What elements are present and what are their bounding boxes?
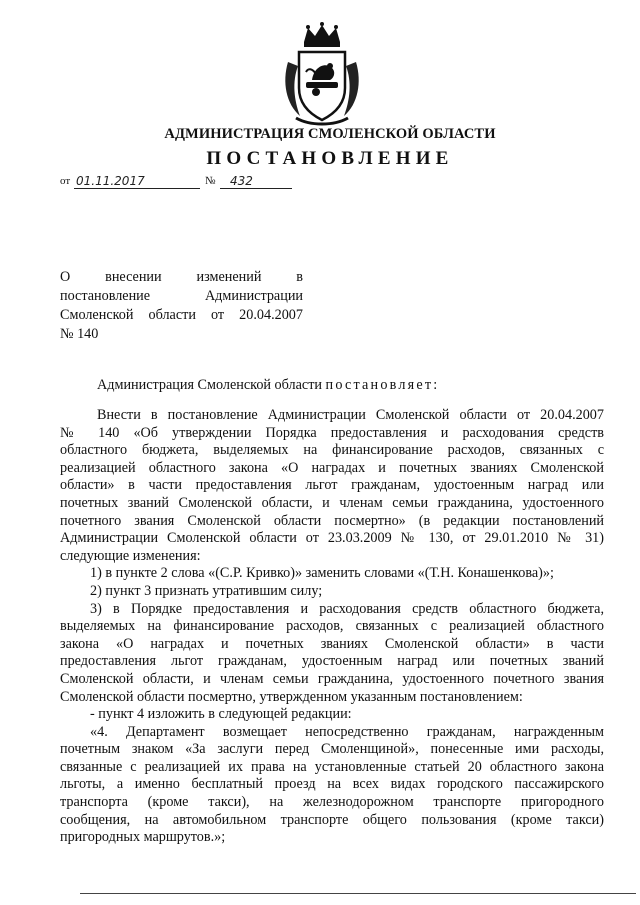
body-line: почетных званий Смоленской области, и членам семьи гражданина, удостоенного <box>60 494 604 511</box>
preamble-text: Администрация Смоленской области <box>97 377 326 393</box>
body-line: Администрации Смоленской области от 23.03.2009 № 130, от 29.01.2010 № 31) <box>60 530 604 547</box>
body-line: пригородных маршрутов.»; <box>60 829 226 846</box>
body-line: закона «О наградах и почетных званиях Смоленской области» в части <box>60 635 604 652</box>
preamble-decree-word: постановляет: <box>325 377 440 393</box>
coat-of-arms-icon <box>282 22 362 126</box>
date-label: от <box>60 175 71 187</box>
preamble <box>97 377 439 394</box>
body-line: транспорта (кроме такси), на железнодорожном транспорте пригородного <box>60 794 604 811</box>
body-line: области» в части предоставления льгот гражданам, удостоенным наград или <box>60 477 604 494</box>
administration-title: АДМИНИСТРАЦИЯ СМОЛЕНСКОЙ ОБЛАСТИ <box>164 126 496 142</box>
body-line: сообщения, на автомобильном транспорте общего пользования (кроме такси) <box>60 811 604 828</box>
body-line: почетным знаком «За заслуги перед Смоленщиной», понесенные ими расходы, <box>60 741 604 758</box>
body-line: Внести в постановление Администрации Смоленской области от 20.04.2007 <box>97 407 604 423</box>
document-type-title: ПОСТАНОВЛЕНИЕ <box>206 148 454 169</box>
number-handwritten: 432 <box>230 174 253 188</box>
body-line: следующие изменения: <box>60 547 201 564</box>
body-line: 2) пункт 3 признать утратившим силу; <box>90 582 323 599</box>
body-line: областного бюджета, выделяемых на финансирование расходов, связанных с <box>60 442 604 459</box>
body-line: «4. Департамент возмещает непосредственно гражданам, награжденным <box>90 723 604 740</box>
document-subject <box>60 268 303 344</box>
body-line: предоставления льгот гражданам, удостоенным наград или почетных званий <box>60 653 604 670</box>
date-handwritten: 01.11.2017 <box>76 174 145 188</box>
body-line: № 140 «Об утверждении Порядка предоставления и расходования средств <box>60 424 604 441</box>
subject-line: Смоленской области от 20.04.2007 <box>60 307 303 323</box>
date-underline <box>74 188 200 189</box>
body-line: реализацией областного закона «О наградах и почетных званиях Смоленской <box>60 459 604 476</box>
body-line: выделяемых на финансирование расходов, связанных с реализацией областного <box>60 618 604 635</box>
subject-line: № 140 <box>60 326 99 342</box>
page-bottom-rule <box>80 893 636 894</box>
body-line: 3) в Порядке предоставления и расходования средств областного бюджета, <box>90 600 604 617</box>
number-label: № <box>205 175 216 187</box>
body-line: - пункт 4 изложить в следующей редакции: <box>90 706 352 723</box>
body-line: 1) в пункте 2 слова «(С.Р. Кривко)» заменить словами «(Т.Н. Конашенкова)»; <box>90 565 554 582</box>
document-body <box>60 407 604 847</box>
body-line: связанные с реализацией их права на установленные статьей 20 областного закона <box>60 758 604 775</box>
body-line: льготы, а именно бесплатный проезд на всех видах городского пассажирского <box>60 776 604 793</box>
body-line: Смоленской области посмертно, утвержденном указанным постановлением: <box>60 688 523 705</box>
number-underline <box>220 188 292 189</box>
subject-line: постановление Администрации <box>60 288 303 304</box>
body-line: почетного звания Смоленской области посмертно» (в редакции постановлений <box>60 512 604 529</box>
subject-line: О внесении изменений в <box>60 269 303 285</box>
body-line: Смоленской области, и членам семьи гражданина, удостоенного почетного звания <box>60 670 604 687</box>
